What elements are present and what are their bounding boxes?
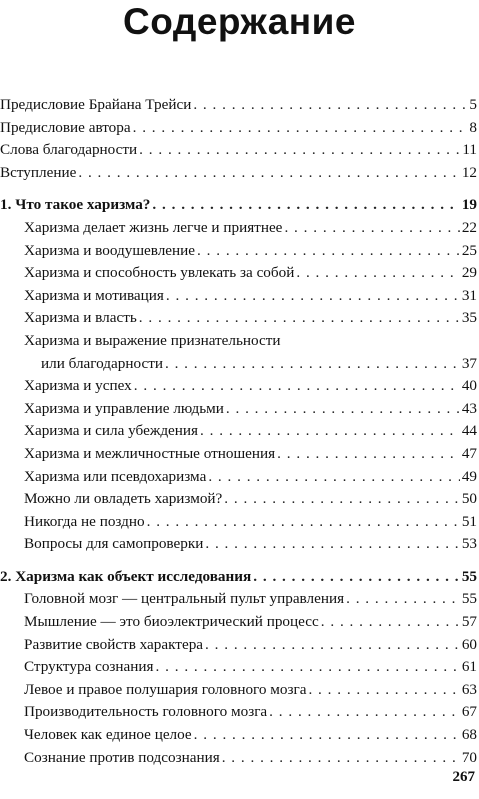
toc-entry[interactable] xyxy=(0,611,477,634)
toc-page-number: 44 xyxy=(461,422,477,440)
toc-page-number: 5 xyxy=(469,96,477,113)
toc-entry[interactable] xyxy=(0,217,477,240)
toc-entry[interactable] xyxy=(0,747,477,770)
page-number: 267 xyxy=(452,769,475,785)
dot-leader xyxy=(253,566,460,589)
toc-page-number: 55 xyxy=(461,590,477,608)
toc-entry-introduction[interactable] xyxy=(0,162,477,185)
dot-leader xyxy=(134,375,460,398)
dot-leader xyxy=(152,194,459,217)
toc-entry[interactable] xyxy=(0,375,477,398)
dot-leader xyxy=(277,443,460,466)
dot-leader xyxy=(205,634,460,657)
dot-leader xyxy=(222,747,460,770)
toc-chapter-1[interactable] xyxy=(0,194,477,217)
toc-chapter-title: 1. Что такое харизма? xyxy=(0,196,151,214)
toc-page-number: 50 xyxy=(461,490,477,508)
toc-entry-title: Харизма и воодушевление xyxy=(24,241,196,259)
dot-leader xyxy=(166,285,460,308)
toc-entry-title: Производительность головного мозга xyxy=(24,703,268,721)
toc-entry[interactable] xyxy=(0,533,477,556)
toc-entry-title: Харизма и сила убеждения xyxy=(24,422,199,440)
toc-entry-title: Левое и правое полушария головного мозга xyxy=(24,680,307,698)
toc-page-number: 35 xyxy=(461,309,477,327)
dot-leader xyxy=(139,139,460,162)
dot-leader xyxy=(133,117,468,140)
toc-entry[interactable] xyxy=(0,330,477,353)
toc-entry-title: Структура сознания xyxy=(24,658,154,676)
toc-page-number: 67 xyxy=(461,703,477,721)
toc-entry[interactable] xyxy=(0,420,477,443)
toc-page-number: 68 xyxy=(461,726,477,744)
dot-leader xyxy=(200,420,460,443)
toc-page-number: 8 xyxy=(469,118,477,136)
dot-leader xyxy=(346,588,460,611)
toc-page-number: 22 xyxy=(461,218,477,236)
dot-leader xyxy=(321,611,460,634)
toc-entry-title: Харизма и управление людьми xyxy=(24,399,224,417)
toc-entry[interactable] xyxy=(0,511,477,534)
toc-entry-foreword-author[interactable] xyxy=(0,117,477,140)
toc-entry[interactable] xyxy=(0,724,477,747)
toc-page-number: 12 xyxy=(461,163,477,181)
toc-page-number: 60 xyxy=(461,635,477,653)
table-of-contents xyxy=(0,94,477,769)
toc-entry-title: Мышление — это биоэлектрический процесс xyxy=(24,613,319,631)
toc-entry-title: Харизма и выражение признательности xyxy=(24,331,281,349)
dot-leader xyxy=(193,94,467,117)
toc-entry[interactable] xyxy=(0,656,477,679)
toc-entry-title: Харизма и мотивация xyxy=(24,286,164,304)
dot-leader xyxy=(139,307,460,330)
toc-entry-foreword-tracy[interactable] xyxy=(0,94,477,117)
toc-page-number: 31 xyxy=(461,286,477,304)
toc-entry-title: Человек как единое целое xyxy=(24,726,192,744)
toc-page-number: 40 xyxy=(461,377,477,395)
toc-entry-title: Можно ли овладеть харизмой? xyxy=(24,490,223,508)
toc-page-number: 49 xyxy=(461,467,477,485)
toc-page-number: 61 xyxy=(461,658,477,676)
toc-entry[interactable] xyxy=(0,588,477,611)
dot-leader xyxy=(308,679,459,702)
toc-entry-title: Предисловие Брайана Трейси xyxy=(0,96,192,113)
toc-page-number: 70 xyxy=(461,748,477,766)
dot-leader xyxy=(147,511,460,534)
toc-entry-continuation[interactable] xyxy=(0,353,477,376)
toc-page-number: 43 xyxy=(461,399,477,417)
toc-entry-title: Сознание против подсознания xyxy=(24,748,220,766)
toc-page-number: 29 xyxy=(461,264,477,282)
toc-entry[interactable] xyxy=(0,488,477,511)
toc-entry[interactable] xyxy=(0,285,477,308)
toc-page-number: 19 xyxy=(461,196,477,214)
toc-page-number: 57 xyxy=(461,613,477,631)
toc-entry[interactable] xyxy=(0,307,477,330)
dot-leader xyxy=(226,398,460,421)
toc-entry[interactable] xyxy=(0,443,477,466)
dot-leader xyxy=(205,533,459,556)
dot-leader xyxy=(197,240,460,263)
toc-entry-title: Харизма и способность увлекать за собой xyxy=(24,264,295,282)
section-gap xyxy=(0,556,477,566)
toc-entry-title: Развитие свойств характера xyxy=(24,635,204,653)
toc-entry[interactable] xyxy=(0,240,477,263)
dot-leader xyxy=(284,217,459,240)
dot-leader xyxy=(224,488,460,511)
toc-entry-title: Предисловие автора xyxy=(0,118,131,136)
dot-leader xyxy=(194,724,460,747)
toc-page-number: 51 xyxy=(461,512,477,530)
toc-entry[interactable] xyxy=(0,701,477,724)
toc-entry[interactable] xyxy=(0,634,477,657)
toc-page-number: 63 xyxy=(461,680,477,698)
toc-entry-title: Харизма и успех xyxy=(24,377,132,395)
toc-chapter-2[interactable] xyxy=(0,566,477,589)
toc-page-number: 25 xyxy=(461,241,477,259)
toc-entry-title: Вступление xyxy=(0,163,77,181)
dot-leader xyxy=(78,162,459,185)
toc-entry[interactable] xyxy=(0,398,477,421)
toc-entry-title: Слова благодарности xyxy=(0,141,138,159)
toc-page-number: 53 xyxy=(461,535,477,553)
dot-leader xyxy=(296,262,459,285)
toc-entry-acknowledgements[interactable] xyxy=(0,139,477,162)
toc-page-number: 37 xyxy=(461,354,477,372)
toc-entry[interactable] xyxy=(0,679,477,702)
toc-entry-title: Харизма и межличностные отношения xyxy=(24,444,276,462)
toc-entry-title: Вопросы для самопроверки xyxy=(24,535,204,553)
dot-leader xyxy=(156,656,460,679)
page-title: Содержание xyxy=(123,1,356,42)
section-gap xyxy=(0,184,477,194)
toc-entry-title: Никогда не поздно xyxy=(24,512,145,530)
toc-entry-title: Харизма делает жизнь легче и приятнее xyxy=(24,218,283,236)
toc-page-number: 47 xyxy=(461,444,477,462)
toc-entry[interactable] xyxy=(0,262,477,285)
toc-entry-title: или благодарности xyxy=(41,354,163,372)
toc-entry-title: Харизма или псевдохаризма xyxy=(24,467,207,485)
dot-leader xyxy=(165,353,460,376)
dot-leader xyxy=(208,466,460,489)
dot-leader xyxy=(269,701,460,724)
toc-entry[interactable] xyxy=(0,466,477,489)
toc-page-number: 11 xyxy=(462,141,477,159)
toc-page-number: 55 xyxy=(461,567,477,585)
toc-entry-title: Харизма и власть xyxy=(24,309,137,327)
toc-chapter-title: 2. Харизма как объект исследования xyxy=(0,567,252,585)
toc-entry-title: Головной мозг — центральный пульт управления xyxy=(24,590,345,608)
